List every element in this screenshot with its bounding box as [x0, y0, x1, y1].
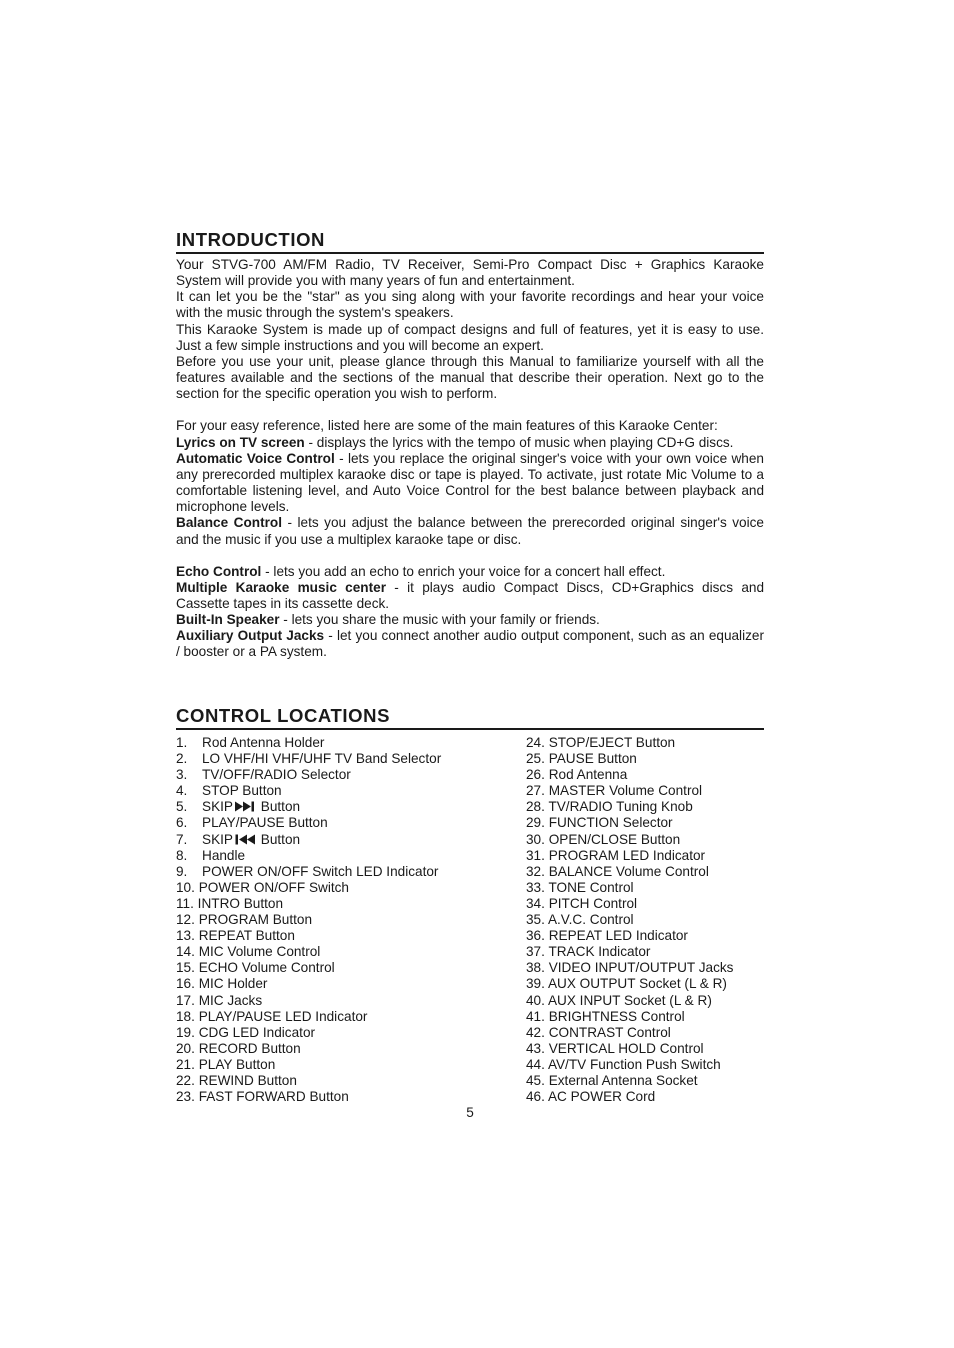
- control-label: CONTRAST Control: [548, 1024, 671, 1040]
- control-label: POWER ON/OFF Switch: [198, 879, 349, 895]
- intro-paragraph: It can let you be the "star" as you sing along with your favorite recordings and hear your voice with the music through the system's speakers.: [176, 289, 764, 321]
- control-number: 29.: [526, 815, 545, 831]
- control-label: PROGRAM Button: [198, 912, 313, 928]
- control-list-item: [176, 848, 526, 864]
- spacer: [176, 548, 764, 564]
- control-number: 6.: [176, 815, 188, 831]
- control-label: REPEAT Button: [198, 928, 295, 944]
- control-list-item: [526, 864, 764, 880]
- control-number: 14.: [176, 944, 195, 960]
- control-label: CDG LED Indicator: [198, 1024, 316, 1040]
- feature-desc: - lets you replace the original singer's voice with your own voice when any prerecorded multiplex karaoke disc or tape is played. To activate, just rotate Mic Volume to a comfortable listening level, and Auto Voice Control for the best balance between playback and microphone levels.: [176, 450, 764, 515]
- control-label: PITCH Control: [548, 895, 638, 911]
- control-number: 32.: [526, 863, 545, 879]
- control-number: 22.: [176, 1072, 195, 1088]
- control-label: MASTER Volume Control: [548, 783, 703, 799]
- control-number: 36.: [526, 928, 545, 944]
- skip-back-icon: [234, 834, 256, 845]
- features-intro: For your easy reference, listed here are some of the main features of this Karaoke Center:: [176, 418, 718, 434]
- control-locations-heading: CONTROL LOCATIONS: [176, 705, 764, 730]
- control-number: 7.: [176, 831, 188, 847]
- feature-desc: - displays the lyrics with the tempo of music when playing CD+G discs.: [304, 434, 734, 450]
- control-list-item: [176, 880, 526, 896]
- control-label: FUNCTION Selector: [548, 815, 673, 831]
- control-number: 12.: [176, 912, 195, 928]
- control-label: MIC Jacks: [198, 992, 263, 1008]
- control-number: 31.: [526, 847, 545, 863]
- control-list-item: [176, 993, 526, 1009]
- feature-desc: - lets you adjust the balance between the prerecorded original singer's voice and the music if you use a multiplex karaoke tape or disc.: [176, 515, 764, 547]
- control-list-item: [176, 815, 526, 831]
- page-number: 5: [466, 1105, 474, 1120]
- control-label: RECORD Button: [198, 1040, 301, 1056]
- control-list-item: [176, 976, 526, 992]
- control-list-item: [176, 944, 526, 960]
- control-number: 17.: [176, 992, 195, 1008]
- control-number: 13.: [176, 928, 195, 944]
- feature-term: Automatic Voice Control: [176, 450, 335, 466]
- control-label: STOP Button: [202, 783, 282, 799]
- spacer: [176, 402, 764, 418]
- control-label: AC POWER Cord: [547, 1089, 656, 1105]
- control-label: PLAY/PAUSE Button: [202, 815, 328, 831]
- control-list-item: [176, 960, 526, 976]
- control-number: 18.: [176, 1008, 195, 1024]
- control-list-item: [526, 1073, 764, 1089]
- control-list-item: [526, 880, 764, 896]
- control-number: 19.: [176, 1024, 195, 1040]
- control-number: 33.: [526, 879, 545, 895]
- feature-desc: - let you connect another audio output component, such as an equalizer / booster or a PA system.: [176, 628, 764, 660]
- feature-balance: [176, 515, 764, 547]
- control-label: PAUSE Button: [548, 751, 637, 767]
- control-list-item: [526, 751, 764, 767]
- feature-aux: [176, 628, 764, 660]
- feature-term: Lyrics on TV screen: [176, 434, 305, 450]
- control-label: LO VHF/HI VHF/UHF TV Band Selector: [202, 751, 442, 767]
- control-label: TV/RADIO Tuning Knob: [548, 799, 693, 815]
- control-number: 30.: [526, 831, 545, 847]
- feature-lyrics: [176, 435, 764, 451]
- control-label: SKIP: [202, 799, 233, 815]
- control-label: AUX INPUT Socket (L & R): [547, 992, 712, 1008]
- control-list-item: [176, 896, 526, 912]
- control-number: 35.: [526, 912, 545, 928]
- feature-term: Built-In Speaker: [176, 612, 280, 628]
- control-list-item: [176, 928, 526, 944]
- control-number: 26.: [526, 767, 545, 783]
- control-label-suffix: Button: [256, 831, 301, 847]
- control-label: VERTICAL HOLD Control: [548, 1040, 704, 1056]
- control-number: 23.: [176, 1089, 195, 1105]
- control-locations-section: [176, 705, 764, 1105]
- feature-term: Auxiliary Output Jacks: [176, 628, 325, 644]
- feature-desc: - it plays audio Compact Discs, CD+Graphics discs and Cassette tapes in its cassette deck.: [176, 579, 764, 611]
- control-list-item: [176, 767, 526, 783]
- control-label: FAST FORWARD Button: [198, 1089, 349, 1105]
- intro-paragraph: Before you use your unit, please glance through this Manual to familiarize yourself with all the features available and the sections of the manual that describe their operation. Next go to the section for the specific operation you wish to perform.: [176, 353, 764, 402]
- feature-echo: [176, 564, 764, 580]
- control-number: 37.: [526, 944, 545, 960]
- control-list-item: [176, 1089, 526, 1105]
- control-label: PLAY/PAUSE LED Indicator: [198, 1008, 368, 1024]
- control-list-item: [526, 944, 764, 960]
- control-label: REWIND Button: [198, 1072, 297, 1088]
- feature-term: Multiple Karaoke music center: [176, 579, 386, 595]
- control-number: 40.: [526, 992, 545, 1008]
- control-list-item: [526, 912, 764, 928]
- control-number: 20.: [176, 1040, 195, 1056]
- control-list-item: [526, 832, 764, 848]
- control-label: PROGRAM LED Indicator: [548, 847, 706, 863]
- control-list-item: [176, 832, 526, 848]
- control-list-item: [526, 896, 764, 912]
- control-label: Rod Antenna: [548, 767, 628, 783]
- intro-paragraph: This Karaoke System is made up of compact designs and full of features, yet it is easy to use. Just a few simple instructions and you will become an expert.: [176, 321, 764, 353]
- control-list-item: [526, 960, 764, 976]
- control-list-item: [526, 783, 764, 799]
- control-list-item: [526, 993, 764, 1009]
- control-number: 46.: [526, 1089, 545, 1105]
- control-list-item: [526, 735, 764, 751]
- control-list-item: [526, 767, 764, 783]
- introduction-section: [176, 229, 764, 661]
- control-number: 2.: [176, 751, 188, 767]
- control-label: Rod Antenna Holder: [202, 735, 325, 750]
- manual-page: [176, 229, 764, 1120]
- control-number: 34.: [526, 895, 545, 911]
- intro-paragraph: Your STVG-700 AM/FM Radio, TV Receiver, Semi-Pro Compact Disc + Graphics Karaoke System will provide you with many years of fun and entertainment.: [176, 257, 764, 289]
- skip-forward-icon: [234, 801, 256, 812]
- control-list-item: [176, 799, 526, 815]
- control-label: TONE Control: [548, 879, 634, 895]
- control-label: STOP/EJECT Button: [548, 735, 676, 750]
- control-list-item: [176, 1057, 526, 1073]
- control-list-item: [526, 1041, 764, 1057]
- control-list-item: [176, 1073, 526, 1089]
- control-label: SKIP: [202, 831, 233, 847]
- feature-multiple: [176, 580, 764, 612]
- control-list-right: [526, 735, 764, 1105]
- control-label: VIDEO INPUT/OUTPUT Jacks: [548, 960, 734, 976]
- control-list: [176, 735, 764, 1105]
- control-list-item: [176, 735, 526, 751]
- control-label: REPEAT LED Indicator: [548, 928, 688, 944]
- control-list-item: [526, 1089, 764, 1105]
- control-number: 4.: [176, 783, 188, 799]
- control-label: INTRO Button: [197, 895, 284, 911]
- control-list-item: [526, 1009, 764, 1025]
- control-list-left: [176, 735, 526, 1105]
- control-number: 16.: [176, 976, 195, 992]
- control-label: OPEN/CLOSE Button: [548, 831, 681, 847]
- control-list-item: [176, 1025, 526, 1041]
- introduction-body: [176, 257, 764, 661]
- control-number: 5.: [176, 799, 188, 815]
- control-label: BRIGHTNESS Control: [548, 1008, 685, 1024]
- control-number: 45.: [526, 1072, 545, 1088]
- control-list-item: [176, 864, 526, 880]
- control-list-item: [526, 928, 764, 944]
- control-list-item: [526, 1025, 764, 1041]
- control-label: TV/OFF/RADIO Selector: [202, 767, 351, 783]
- control-list-item: [526, 976, 764, 992]
- feature-desc: - lets you add an echo to enrich your voice for a concert hall effect.: [261, 563, 666, 579]
- control-number: 3.: [176, 767, 188, 783]
- control-number: 9.: [176, 863, 188, 879]
- control-list-item: [526, 799, 764, 815]
- control-label: AUX OUTPUT Socket (L & R): [547, 976, 727, 992]
- control-label: TRACK Indicator: [548, 944, 651, 960]
- feature-speaker: [176, 612, 764, 628]
- control-number: 44.: [526, 1056, 545, 1072]
- control-number: 27.: [526, 783, 545, 799]
- control-number: 11.: [176, 895, 194, 911]
- control-label: PLAY Button: [198, 1056, 276, 1072]
- control-number: 8.: [176, 847, 188, 863]
- control-list-item: [526, 1057, 764, 1073]
- control-number: 25.: [526, 751, 545, 767]
- feature-avc: [176, 451, 764, 516]
- control-list-item: [526, 815, 764, 831]
- control-list-item: [176, 1041, 526, 1057]
- control-number: 41.: [526, 1008, 545, 1024]
- control-label: BALANCE Volume Control: [548, 863, 709, 879]
- control-number: 28.: [526, 799, 545, 815]
- control-number: 24.: [526, 735, 545, 750]
- introduction-heading: INTRODUCTION: [176, 229, 764, 254]
- control-list-item: [526, 848, 764, 864]
- control-label: External Antenna Socket: [548, 1072, 698, 1088]
- control-label: Handle: [202, 847, 246, 863]
- feature-term: Balance Control: [176, 515, 282, 531]
- control-list-item: [176, 751, 526, 767]
- control-number: 39.: [526, 976, 545, 992]
- control-list-item: [176, 783, 526, 799]
- feature-desc: - lets you share the music with your family or friends.: [279, 612, 600, 628]
- control-label: POWER ON/OFF Switch LED Indicator: [202, 863, 439, 879]
- control-number: 42.: [526, 1024, 545, 1040]
- control-number: 10.: [176, 879, 195, 895]
- control-label: ECHO Volume Control: [198, 960, 335, 976]
- control-label: AV/TV Function Push Switch: [547, 1056, 721, 1072]
- control-number: 15.: [176, 960, 195, 976]
- control-number: 38.: [526, 960, 545, 976]
- control-number: 1.: [176, 735, 188, 750]
- control-list-item: [176, 1009, 526, 1025]
- control-label: A.V.C. Control: [547, 912, 634, 928]
- feature-term: Echo Control: [176, 563, 262, 579]
- control-list-item: [176, 912, 526, 928]
- control-label-suffix: Button: [256, 799, 301, 815]
- control-label: MIC Holder: [198, 976, 268, 992]
- control-number: 21.: [176, 1056, 195, 1072]
- control-number: 43.: [526, 1040, 545, 1056]
- control-label: MIC Volume Control: [198, 944, 321, 960]
